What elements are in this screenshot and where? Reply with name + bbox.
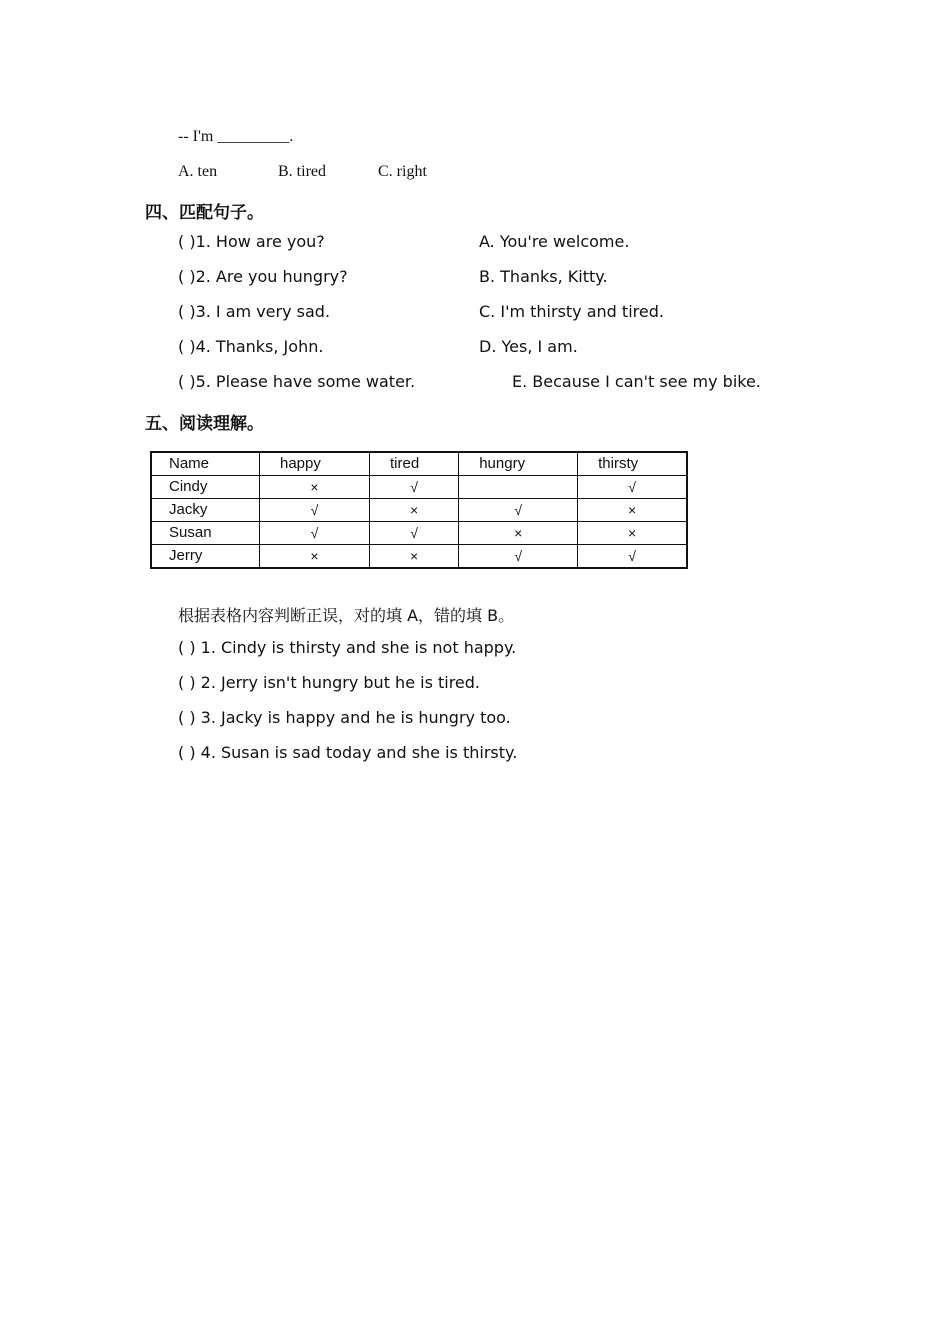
table-header-cell: happy bbox=[260, 452, 370, 476]
option-a: A. ten bbox=[178, 163, 218, 180]
match-item-1: ( )1. How are you? bbox=[178, 232, 325, 251]
instruction-a: A bbox=[407, 606, 419, 625]
reading-question-4: ( ) 4. Susan is sad today and she is thirsty. bbox=[178, 743, 518, 762]
table-cell: × bbox=[260, 476, 370, 499]
instruction-mid: ，错的填 bbox=[418, 606, 488, 625]
table-row bbox=[151, 499, 687, 522]
table-header-cell: hungry bbox=[459, 452, 578, 476]
instruction-prefix: 根据表格内容判断正误，对的填 bbox=[178, 606, 408, 625]
table-cell: Jerry bbox=[151, 545, 260, 569]
match-answer-b: B. Thanks, Kitty. bbox=[479, 267, 608, 286]
table-row bbox=[151, 545, 687, 569]
option-b: B. tired bbox=[278, 163, 326, 180]
match-item-3: ( )3. I am very sad. bbox=[178, 302, 331, 321]
match-item-4: ( )4. Thanks, John. bbox=[178, 337, 324, 356]
reading-question-2: ( ) 2. Jerry isn't hungry but he is tired. bbox=[178, 673, 481, 692]
table-cell: √ bbox=[578, 545, 687, 569]
match-item-2: ( )2. Are you hungry? bbox=[178, 267, 348, 286]
section-4-title: 四、匹配句子。 bbox=[145, 203, 264, 223]
table-cell: × bbox=[260, 545, 370, 569]
answer-blank-line: -- I'm _________. bbox=[178, 128, 294, 145]
instruction-b: B bbox=[487, 606, 499, 625]
table-cell: √ bbox=[260, 522, 370, 545]
table-cell: √ bbox=[370, 476, 459, 499]
table-cell: × bbox=[578, 522, 687, 545]
section-5-title: 五、阅读理解。 bbox=[145, 414, 264, 434]
table-header-cell: thirsty bbox=[578, 452, 687, 476]
table-cell: × bbox=[370, 545, 459, 569]
table-cell: √ bbox=[370, 522, 459, 545]
instruction-end: 。 bbox=[498, 606, 515, 625]
table-cell bbox=[459, 476, 578, 499]
table-cell: Jacky bbox=[151, 499, 260, 522]
match-answer-a: A. You're welcome. bbox=[479, 232, 630, 251]
reading-question-3: ( ) 3. Jacky is happy and he is hungry too. bbox=[178, 708, 511, 727]
table-cell: √ bbox=[578, 476, 687, 499]
table-cell: √ bbox=[260, 499, 370, 522]
table-row bbox=[151, 476, 687, 499]
table-cell: × bbox=[459, 522, 578, 545]
match-answer-e: E. Because I can't see my bike. bbox=[512, 372, 761, 391]
table-header-cell: Name bbox=[151, 452, 260, 476]
match-item-5: ( )5. Please have some water. bbox=[178, 372, 416, 391]
match-answer-c: C. I'm thirsty and tired. bbox=[479, 302, 664, 321]
table-header-cell: tired bbox=[370, 452, 459, 476]
table-header-row bbox=[151, 452, 687, 476]
table-cell: Susan bbox=[151, 522, 260, 545]
reading-instruction bbox=[178, 603, 514, 626]
table-cell: × bbox=[578, 499, 687, 522]
table-cell: √ bbox=[459, 499, 578, 522]
table-cell: Cindy bbox=[151, 476, 260, 499]
table-row bbox=[151, 522, 687, 545]
table-cell: × bbox=[370, 499, 459, 522]
reading-question-1: ( ) 1. Cindy is thirsty and she is not happy. bbox=[178, 638, 517, 657]
match-answer-d: D. Yes, I am. bbox=[479, 337, 578, 356]
feelings-table bbox=[150, 451, 688, 569]
option-c: C. right bbox=[378, 163, 427, 180]
table-cell: √ bbox=[459, 545, 578, 569]
